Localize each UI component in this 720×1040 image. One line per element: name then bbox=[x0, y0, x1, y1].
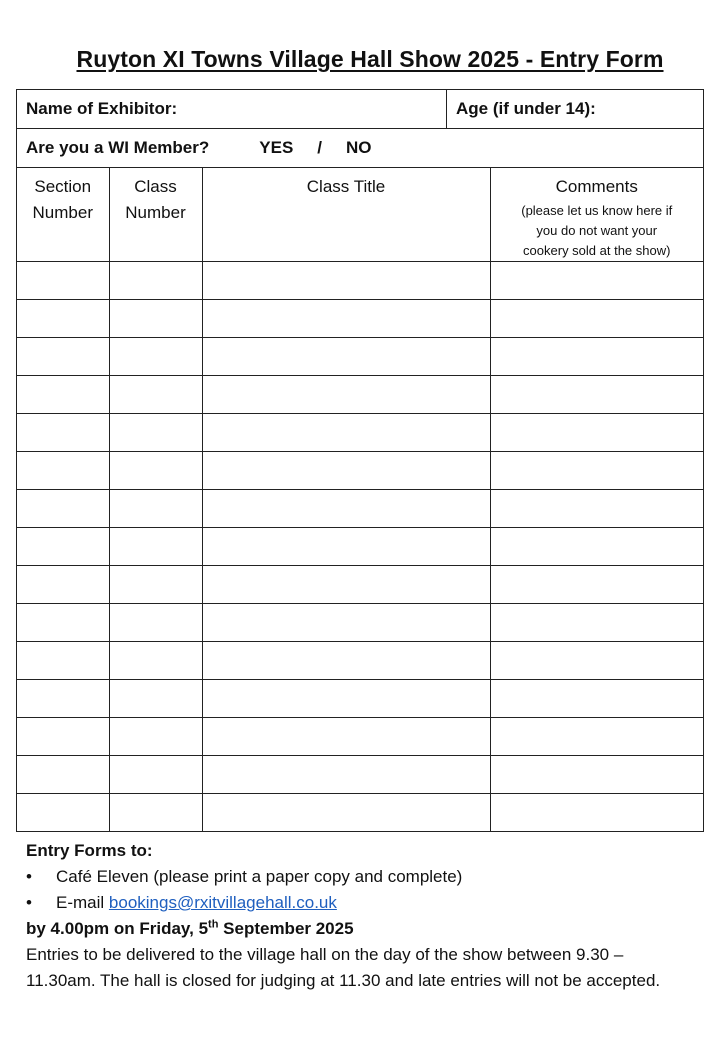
section-number-cell[interactable] bbox=[17, 490, 109, 528]
deadline: by 4.00pm on Friday, 5th September 2025 bbox=[26, 918, 354, 938]
section-number-cell[interactable] bbox=[17, 642, 109, 680]
class-title-header: Class Title bbox=[202, 168, 490, 262]
entry-row bbox=[17, 528, 703, 566]
section-number-cell[interactable] bbox=[17, 756, 109, 794]
section-number-cell[interactable] bbox=[17, 794, 109, 832]
section-number-cell[interactable] bbox=[17, 376, 109, 414]
section-number-cell[interactable] bbox=[17, 718, 109, 756]
entry-forms-heading: Entry Forms to: bbox=[26, 841, 153, 860]
submission-methods bbox=[26, 864, 696, 916]
entry-row bbox=[17, 338, 703, 376]
wi-option-separator: / bbox=[317, 138, 323, 157]
comments-cell[interactable] bbox=[490, 262, 703, 300]
cafe-text: Café Eleven (please print a paper copy and complete) bbox=[56, 867, 463, 886]
entry-row bbox=[17, 680, 703, 718]
comments-cell[interactable] bbox=[490, 376, 703, 414]
entry-row bbox=[17, 718, 703, 756]
section-number-cell[interactable] bbox=[17, 528, 109, 566]
section-number-cell[interactable] bbox=[17, 680, 109, 718]
class-number-cell[interactable] bbox=[109, 376, 202, 414]
class-number-cell[interactable] bbox=[109, 262, 202, 300]
section-number-cell[interactable] bbox=[17, 338, 109, 376]
section-number-cell[interactable] bbox=[17, 262, 109, 300]
entry-row bbox=[17, 414, 703, 452]
comments-cell[interactable] bbox=[490, 718, 703, 756]
delivery-notice: Entries to be delivered to the village hall on the day of the show between 9.30 – 11.30am. The hall is closed for judging at 11.30 and late entries will not be accepted. bbox=[26, 945, 661, 990]
class-title-cell[interactable] bbox=[202, 528, 490, 566]
age-field[interactable]: Age (if under 14): bbox=[456, 99, 596, 118]
class-title-cell[interactable] bbox=[202, 604, 490, 642]
entry-row bbox=[17, 794, 703, 832]
comments-cell[interactable] bbox=[490, 414, 703, 452]
bullet-icon: • bbox=[26, 893, 32, 912]
section-number-cell[interactable] bbox=[17, 300, 109, 338]
comments-cell[interactable] bbox=[490, 680, 703, 718]
entry-row bbox=[17, 452, 703, 490]
class-title-cell[interactable] bbox=[202, 680, 490, 718]
section-number-cell[interactable] bbox=[17, 566, 109, 604]
entry-row bbox=[17, 566, 703, 604]
entry-row bbox=[17, 376, 703, 414]
class-number-header bbox=[109, 168, 202, 262]
wi-member-row bbox=[17, 129, 703, 168]
class-number-cell[interactable] bbox=[109, 604, 202, 642]
comments-cell[interactable] bbox=[490, 642, 703, 680]
entries-table bbox=[17, 168, 703, 831]
entry-row bbox=[17, 756, 703, 794]
entry-form-frame bbox=[16, 89, 704, 832]
wi-member-question: Are you a WI Member? bbox=[26, 138, 210, 157]
class-number-cell[interactable] bbox=[109, 414, 202, 452]
comments-cell[interactable] bbox=[490, 566, 703, 604]
comments-cell[interactable] bbox=[490, 452, 703, 490]
entry-row bbox=[17, 642, 703, 680]
comments-header-note: (please let us know here if you do not want your cookery sold at the show) bbox=[521, 203, 673, 258]
section-header-line: Section bbox=[34, 177, 92, 196]
class-number-cell[interactable] bbox=[109, 490, 202, 528]
section-number-header bbox=[17, 168, 109, 262]
comments-cell[interactable] bbox=[490, 300, 703, 338]
wi-yes-option[interactable]: YES bbox=[259, 138, 294, 157]
entry-row bbox=[17, 262, 703, 300]
section-number-cell[interactable] bbox=[17, 414, 109, 452]
entries-body bbox=[17, 262, 703, 832]
class-number-cell[interactable] bbox=[109, 452, 202, 490]
class-number-cell[interactable] bbox=[109, 756, 202, 794]
comments-cell[interactable] bbox=[490, 490, 703, 528]
form-title: Ruyton XI Towns Village Hall Show 2025 - Entry Form bbox=[76, 46, 664, 72]
entry-row bbox=[17, 604, 703, 642]
comments-cell[interactable] bbox=[490, 756, 703, 794]
submission-info bbox=[26, 838, 696, 994]
class-title-cell[interactable] bbox=[202, 300, 490, 338]
class-number-cell[interactable] bbox=[109, 566, 202, 604]
class-title-cell[interactable] bbox=[202, 642, 490, 680]
class-title-cell[interactable] bbox=[202, 338, 490, 376]
submission-method-cafe bbox=[26, 864, 696, 890]
class-number-cell[interactable] bbox=[109, 528, 202, 566]
exhibitor-name-field[interactable]: Name of Exhibitor: bbox=[17, 90, 447, 128]
section-number-cell[interactable] bbox=[17, 452, 109, 490]
comments-cell[interactable] bbox=[490, 528, 703, 566]
email-link[interactable]: bookings@rxitvillagehall.co.uk bbox=[108, 893, 337, 912]
entries-header-row bbox=[17, 168, 703, 262]
class-header-line: Class bbox=[134, 177, 177, 196]
class-number-cell[interactable] bbox=[109, 680, 202, 718]
wi-no-option[interactable]: NO bbox=[346, 138, 372, 157]
class-number-cell[interactable] bbox=[109, 338, 202, 376]
class-title-cell[interactable] bbox=[202, 376, 490, 414]
class-title-cell[interactable] bbox=[202, 718, 490, 756]
entry-row bbox=[17, 490, 703, 528]
section-header-line: Number bbox=[32, 203, 93, 222]
class-title-cell[interactable] bbox=[202, 452, 490, 490]
comments-cell[interactable] bbox=[490, 794, 703, 832]
section-number-cell[interactable] bbox=[17, 604, 109, 642]
class-title-cell[interactable] bbox=[202, 262, 490, 300]
comments-cell[interactable] bbox=[490, 604, 703, 642]
exhibitor-row bbox=[17, 90, 703, 129]
comments-cell[interactable] bbox=[490, 338, 703, 376]
class-title-cell[interactable] bbox=[202, 756, 490, 794]
class-number-cell[interactable] bbox=[109, 642, 202, 680]
bullet-icon: • bbox=[26, 867, 32, 886]
class-title-cell[interactable] bbox=[202, 794, 490, 832]
email-prefix: E-mail bbox=[56, 893, 109, 912]
entry-row bbox=[17, 300, 703, 338]
class-number-cell[interactable] bbox=[109, 794, 202, 832]
class-title-cell[interactable] bbox=[202, 490, 490, 528]
submission-method-email bbox=[26, 890, 696, 916]
class-header-line: Number bbox=[125, 203, 186, 222]
class-number-cell[interactable] bbox=[109, 718, 202, 756]
class-number-cell[interactable] bbox=[109, 300, 202, 338]
comments-header-label: Comments bbox=[555, 177, 638, 196]
class-title-cell[interactable] bbox=[202, 414, 490, 452]
comments-header bbox=[490, 168, 703, 262]
class-title-cell[interactable] bbox=[202, 566, 490, 604]
